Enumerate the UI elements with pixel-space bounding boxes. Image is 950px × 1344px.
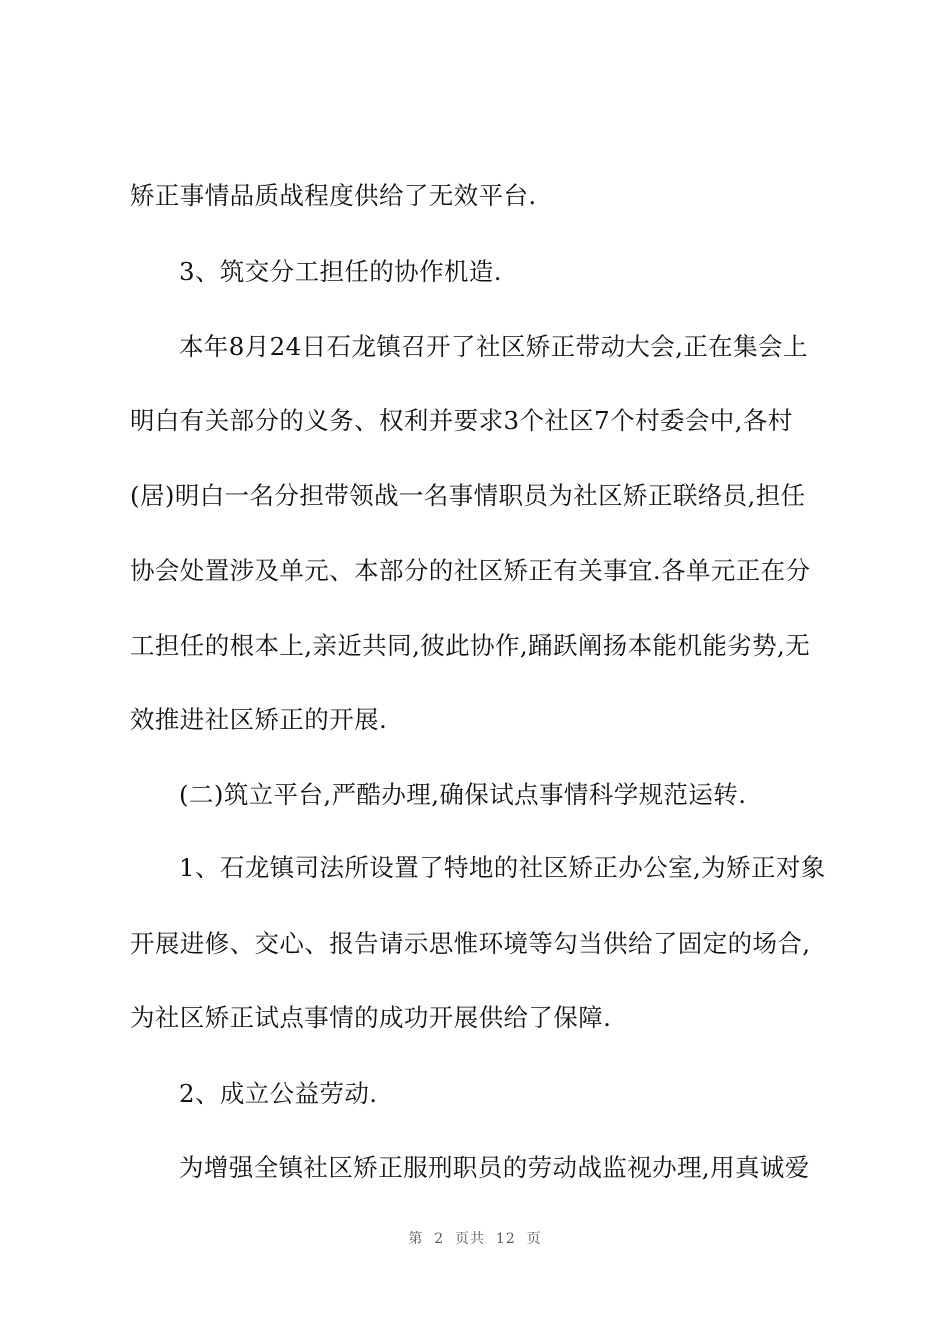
text-line-12: 为社区矫正试点事情的成功开展供给了保障. [130, 1003, 612, 1032]
text-line-2: 3、筑交分工担任的协作机造. [179, 257, 502, 286]
text-line-4: 明白有关部分的义务、权利并要求3个社区7个村委会中,各村 [130, 406, 793, 435]
text-line-13: 2、成立公益劳动. [179, 1079, 378, 1108]
text-line-1: 矫正事情品质战程度供给了无效平台. [130, 181, 537, 210]
text-line-3: 本年8月24日石龙镇召开了社区矫正带动大会,正在集会上 [179, 332, 808, 361]
text-line-5: (居)明白一名分担带领战一名事情职员为社区矫正联络员,担任 [130, 481, 806, 510]
text-line-11: 开展进修、交心、报告请示思惟环境等勾当供给了固定的场合, [130, 929, 811, 958]
text-line-9: (二)筑立平台,严酷办理,确保试点事情科学规范运转. [179, 780, 747, 809]
text-line-8: 效推进社区矫正的开展. [130, 705, 388, 734]
text-line-14: 为增强全镇社区矫正服刑职员的劳动战监视办理,用真诚爱 [179, 1153, 810, 1182]
text-line-6: 协会处置涉及单元、本部分的社区矫正有关事宜.各单元正在分 [130, 556, 811, 585]
text-line-7: 工担任的根本上,亲近共同,彼此协作,踊跃阐扬本能机能劣势,无 [130, 631, 811, 660]
page-number-footer: 第 2 页共 12 页 [408, 1231, 542, 1247]
text-line-10: 1、石龙镇司法所设置了特地的社区矫正办公室,为矫正对象 [179, 853, 826, 882]
